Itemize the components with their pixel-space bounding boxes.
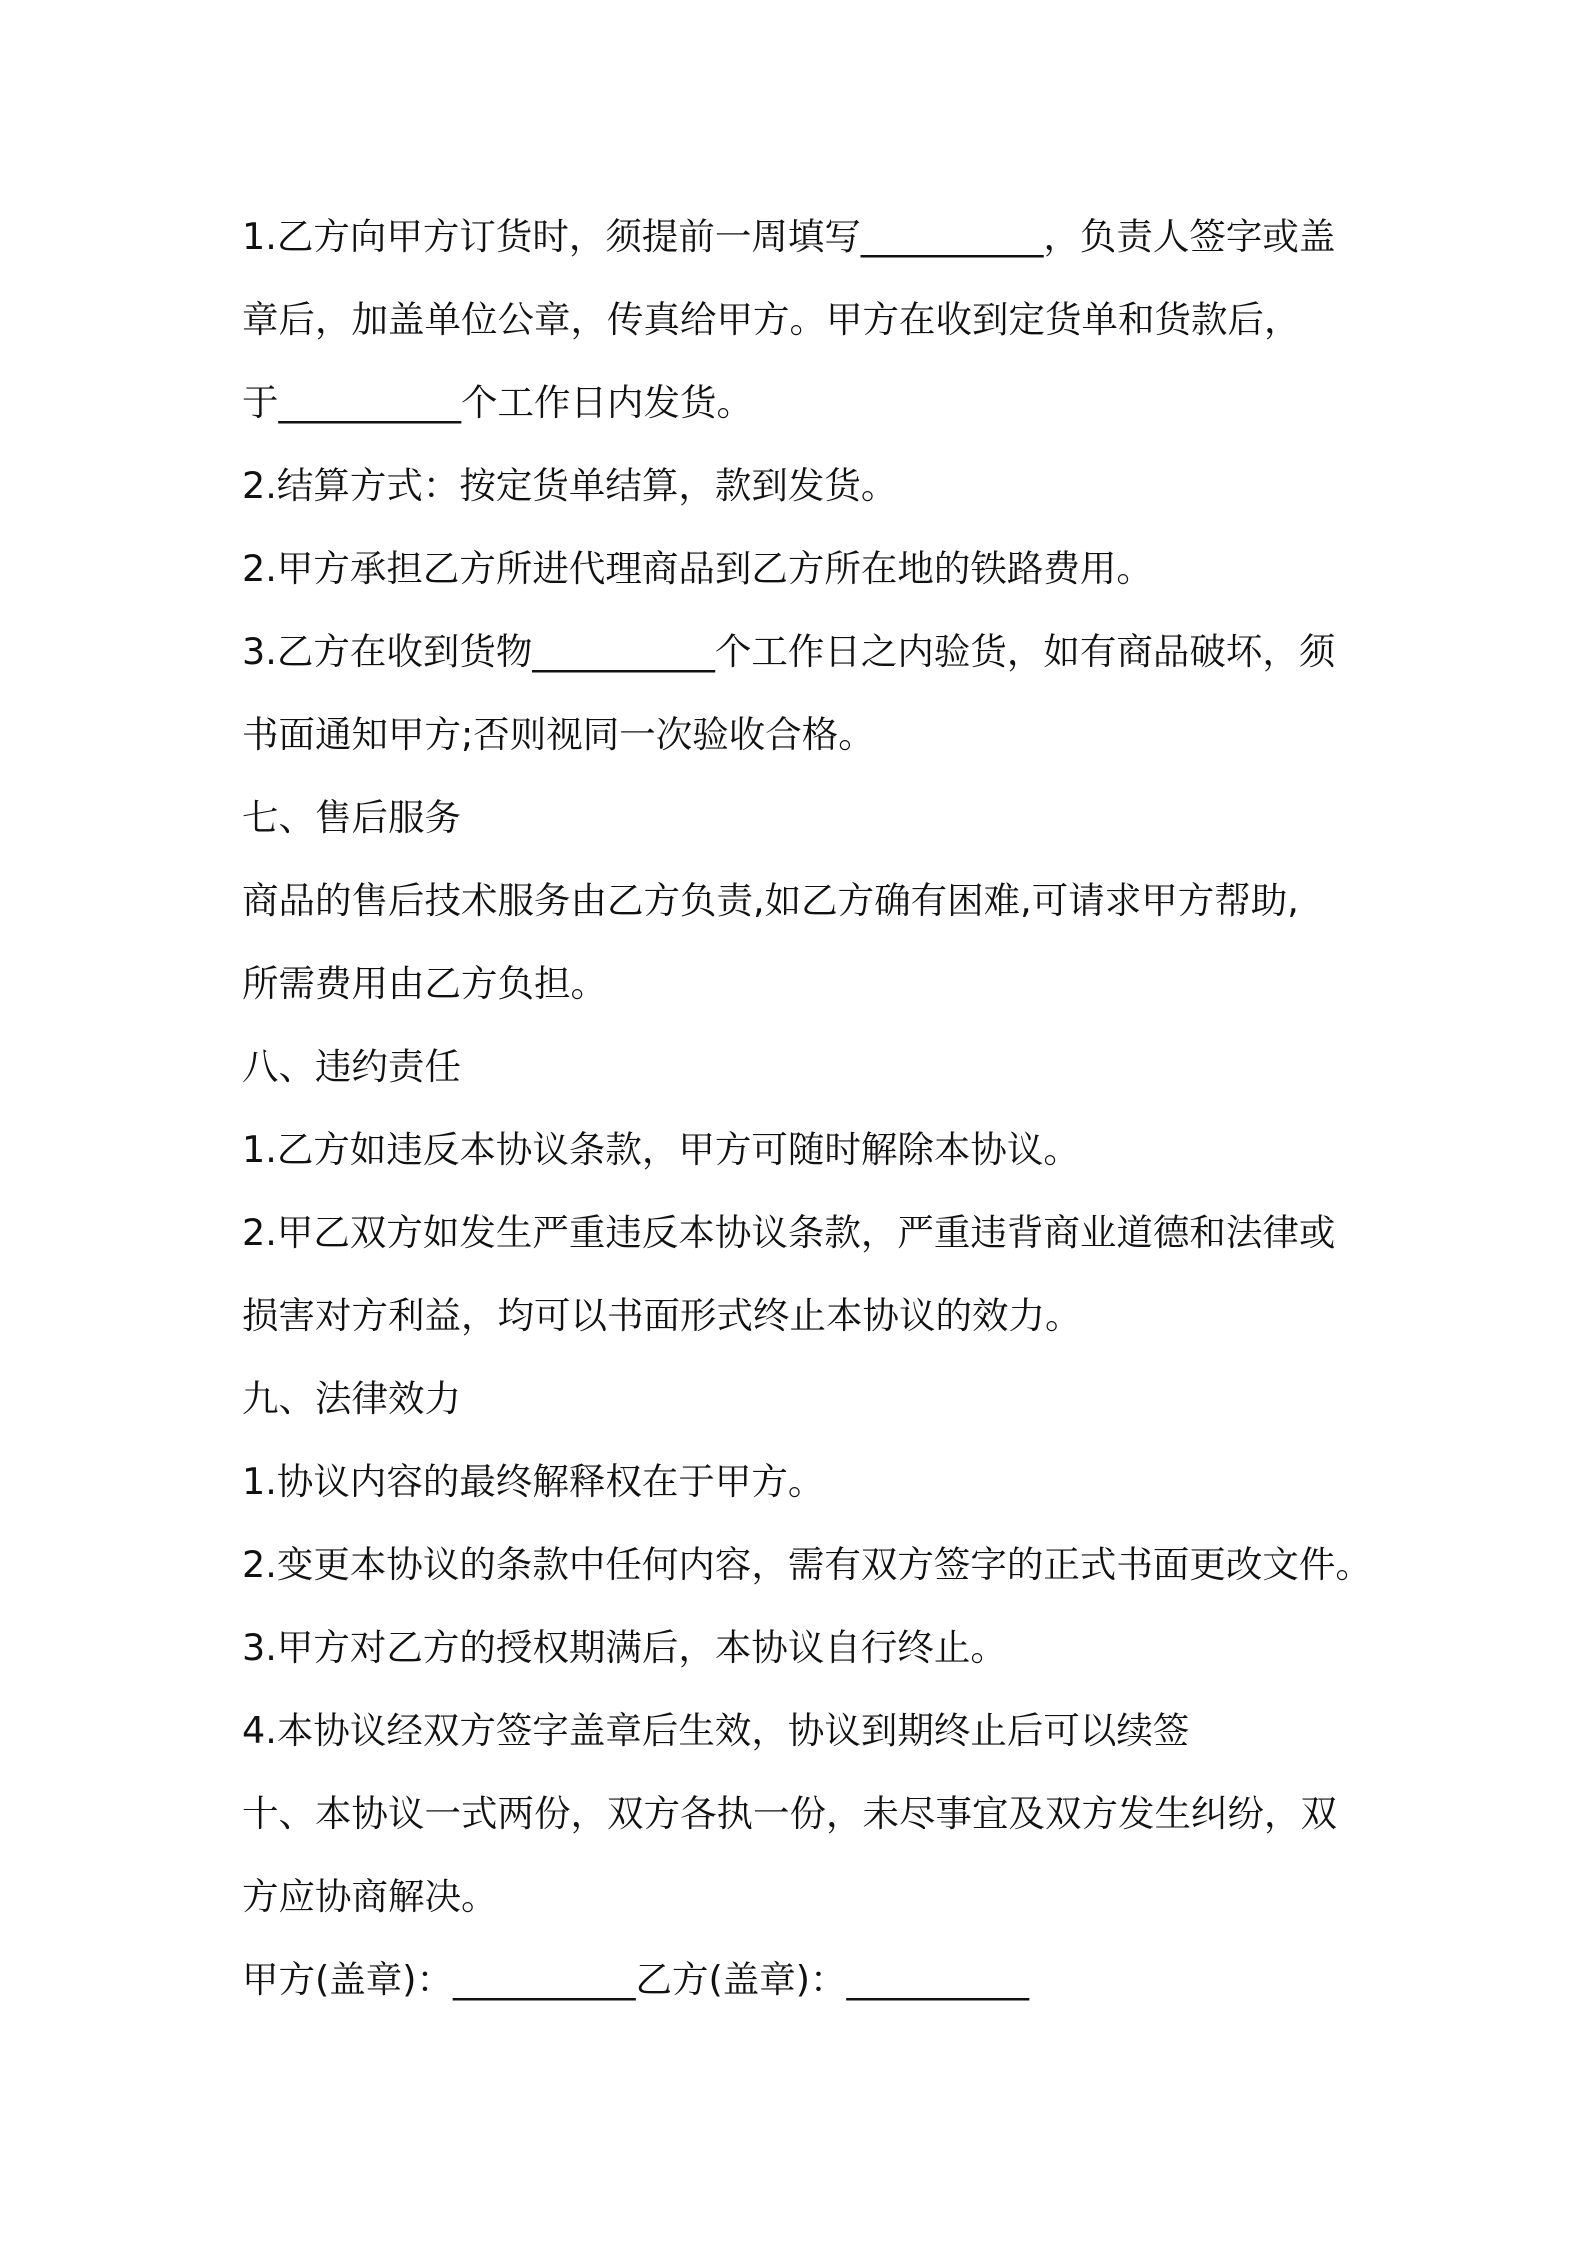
clause-settlement: 2.结算方式：按定货单结算，款到发货。 xyxy=(242,464,898,507)
document-body xyxy=(242,195,1392,2021)
breach-clause-2-line-1: 2.甲乙双方如发生严重违反本协议条款，严重违背商业道德和法律或 xyxy=(242,1211,1336,1254)
breach-clause-1: 1.乙方如违反本协议条款，甲方可随时解除本协议。 xyxy=(242,1128,1080,1171)
clause-1-order-line-2: 章后，加盖单位公章，传真给甲方。甲方在收到定货单和货款后， xyxy=(242,298,1301,341)
clause-1-order-line-3: 于__________个工作日内发货。 xyxy=(242,381,753,424)
after-sales-line-1: 商品的售后技术服务由乙方负责,如乙方确有困难,可请求甲方帮助, xyxy=(242,879,1299,922)
section-heading-after-sales: 七、售后服务 xyxy=(242,796,461,839)
after-sales-line-2: 所需费用由乙方负担。 xyxy=(242,962,607,1005)
legal-clause-2: 2.变更本协议的条款中任何内容，需有双方签字的正式书面更改文件。 xyxy=(242,1543,1372,1586)
breach-clause-2-line-2: 损害对方利益，均可以书面形式终止本协议的效力。 xyxy=(242,1294,1082,1337)
legal-clause-4: 4.本协议经双方签字盖章后生效，协议到期终止后可以续签 xyxy=(242,1709,1190,1752)
section-heading-breach: 八、违约责任 xyxy=(242,1045,461,1088)
section-ten-line-1: 十、本协议一式两份，双方各执一份，未尽事宜及双方发生纠纷，双 xyxy=(242,1792,1337,1835)
clause-freight: 2.甲方承担乙方所进代理商品到乙方所在地的铁路费用。 xyxy=(242,547,1153,590)
section-heading-legal-effect: 九、法律效力 xyxy=(242,1377,461,1420)
clause-inspection-line-2: 书面通知甲方;否则视同一次验收合格。 xyxy=(242,713,875,756)
clause-1-order-line-1: 1.乙方向甲方订货时，须提前一周填写__________，负责人签字或盖 xyxy=(242,215,1336,258)
legal-clause-3: 3.甲方对乙方的授权期满后，本协议自行终止。 xyxy=(242,1626,1007,1669)
section-ten-line-2: 方应协商解决。 xyxy=(242,1875,498,1918)
signature-line: 甲方(盖章)：__________乙方(盖章)：__________ xyxy=(242,1958,1029,2001)
clause-inspection-line-1: 3.乙方在收到货物__________个工作日之内验货，如有商品破坏，须 xyxy=(242,630,1336,673)
legal-clause-1: 1.协议内容的最终解释权在于甲方。 xyxy=(242,1460,825,1503)
